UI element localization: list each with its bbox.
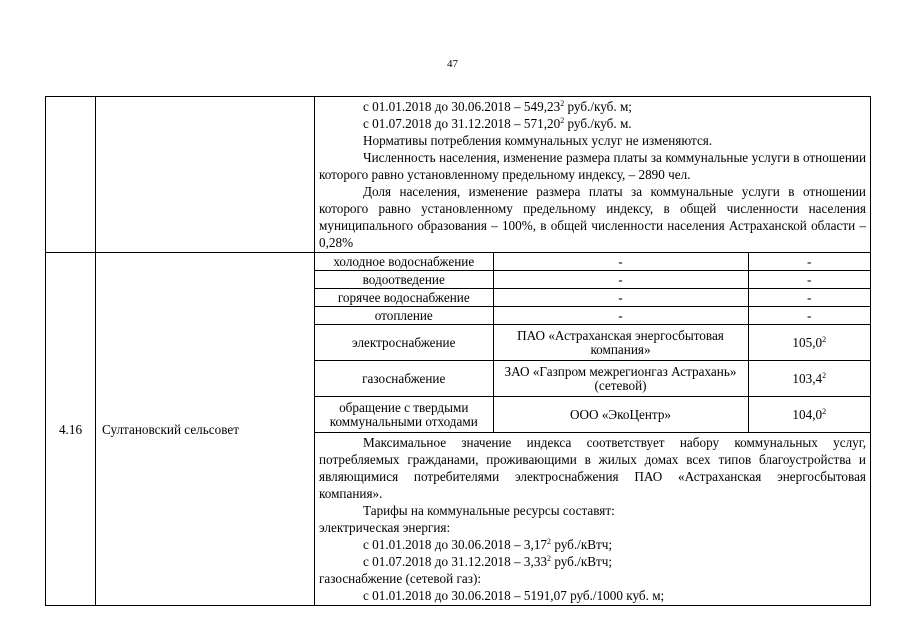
table-row-continuation [46,97,871,253]
municipality-name: Султановский сельсовет [96,253,315,606]
service-provider: - [493,307,748,325]
norms-text: Нормативы потребления коммунальных услуг не изменяются. [363,133,713,148]
service-provider: ПАО «Астраханская энергосбытовая компания» [493,325,748,361]
service-name: обращение с твердыми коммунальными отходами [315,397,493,433]
service-index: 103,4$^2$ [748,361,870,397]
service-row [315,253,870,271]
row-number: 4.16 [46,253,96,606]
population-text: Численность населения, изменение размера платы за коммунальные услуги в отношении которого равно установленному предельному индексу, – 2890 чел. [319,150,866,182]
service-provider: - [493,253,748,271]
tariff-line: с 01.01.2018 до 30.06.2018 – 5191,07 руб./1000 куб. м; [363,588,665,603]
number-cell-empty [46,97,96,253]
service-row [315,361,870,397]
service-name: водоотведение [315,271,493,289]
service-row [315,397,870,433]
service-provider: ЗАО «Газпром межрегионгаз Астрахань» (сетевой) [493,361,748,397]
service-row [315,307,870,325]
service-name: отопление [315,307,493,325]
service-index: - [748,253,870,271]
tariffs-intro: Тарифы на коммунальные ресурсы составят: [363,503,615,518]
service-name: холодное водоснабжение [315,253,493,271]
service-index: - [748,271,870,289]
tariff-line: с 01.01.2018 до 30.06.2018 – 3,17$^2$ руб./кВтч; [363,537,613,552]
share-text: Доля населения, изменение размера платы за коммунальные услуги в отношении которого равно установленному предельному индексу, в общей численности населения муниципального образования – 100%, в общей численности населения Астраханской области – 0,28% [319,184,866,250]
details-cell [315,253,871,606]
tariff-line: с 01.07.2018 до 31.12.2018 – 571,20$^2$ руб./куб. м. [363,116,632,131]
service-provider: - [493,271,748,289]
electric-label: электрическая энергия: [319,520,451,535]
tariff-line: с 01.07.2018 до 31.12.2018 – 3,33$^2$ руб./кВтч; [363,554,613,569]
service-provider: ООО «ЭкоЦентр» [493,397,748,433]
tariff-line: с 01.01.2018 до 30.06.2018 – 549,23$^2$ руб./куб. м; [363,99,632,114]
service-name: горячее водоснабжение [315,289,493,307]
services-table [315,253,870,433]
page-number: 47 [447,58,458,70]
gas-label: газоснабжение (сетевой газ): [319,571,482,586]
service-row [315,325,870,361]
service-row [315,289,870,307]
description-cell [315,97,871,253]
service-index: - [748,289,870,307]
service-provider: - [493,289,748,307]
service-index: 104,0$^2$ [748,397,870,433]
table-row-4-16 [46,253,871,606]
service-name: газоснабжение [315,361,493,397]
name-cell-empty [96,97,315,253]
tariff-table [45,96,871,606]
service-row [315,271,870,289]
service-name: электроснабжение [315,325,493,361]
service-index: 105,0$^2$ [748,325,870,361]
service-index: - [748,307,870,325]
max-index-text: Максимальное значение индекса соответствует набору коммунальных услуг, потребляемых гражданами, проживающими в жилых домах всех типов благоустройства и являющимися потребителями электроснабжения ПАО «Астраханская энергосбытовая компания». [319,435,866,501]
